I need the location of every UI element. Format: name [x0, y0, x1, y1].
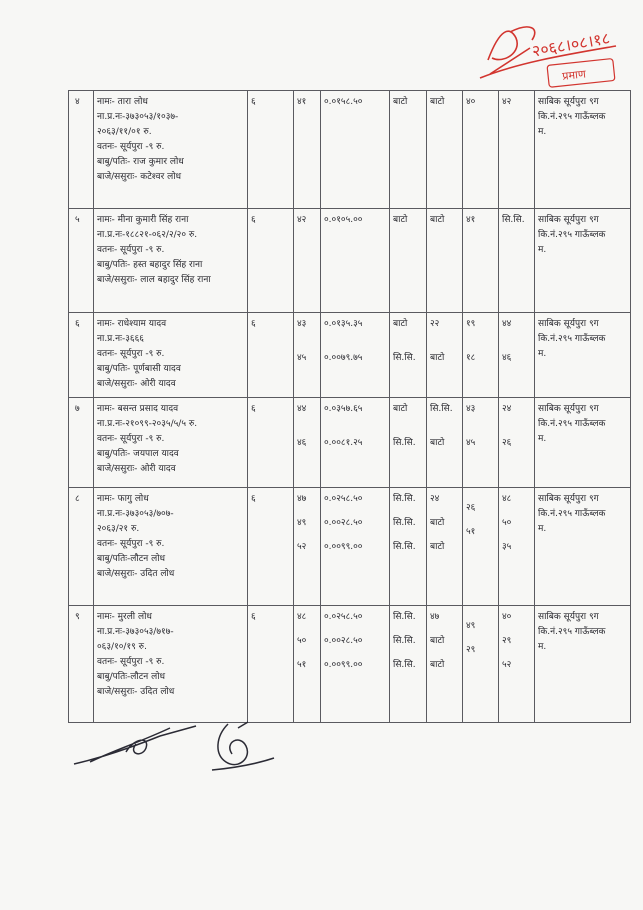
ward-number: ६ [251, 97, 256, 107]
boundary-east-cell [390, 313, 427, 398]
plot-area: ०.०२५८.५० [324, 612, 363, 622]
remark-line: साबिक सूर्यपुरा ९ग [538, 612, 599, 622]
stamp-date: २०६८।०८।१८ [530, 28, 612, 61]
boundary-east-cell [390, 606, 427, 723]
boundary-south: २४ [502, 404, 512, 414]
boundary-east: सि.सि. [393, 518, 416, 528]
plot-area: ०.०३५७.६५ [324, 404, 363, 414]
plot-area: ०.०१३५.३५ [324, 319, 363, 329]
boundary-south: ४२ [502, 97, 512, 107]
boundary-south-cell [499, 313, 535, 398]
boundary-south: २९ [502, 636, 512, 646]
boundary-west: बाटो [430, 660, 445, 670]
remark-line: म. [538, 524, 547, 534]
plot-number-cell [294, 606, 321, 723]
boundary-west: सि.सि. [430, 404, 453, 414]
owner-detail-line: वतनः- सूर्यपुरा -९ रु. [97, 142, 165, 152]
plot-number: ५२ [297, 542, 307, 552]
owner-detail-line: बाजे/ससुराः- लाल बहादुर सिंह राना [97, 275, 211, 285]
owner-detail-line: बाजे/ससुराः- उदित लोध [97, 687, 175, 697]
plot-area: ०.००२८.५० [324, 518, 363, 528]
table-body [69, 91, 631, 723]
owner-details-cell [94, 209, 248, 313]
boundary-east-cell [390, 488, 427, 606]
boundary-north: १९ [466, 319, 476, 329]
boundary-north-cell [463, 606, 499, 723]
owner-detail-line: बाजे/ससुराः- कटेश्वर लोध [97, 172, 182, 182]
boundary-south-cell [499, 91, 535, 209]
boundary-east: बाटो [393, 215, 408, 225]
ward-number: ६ [251, 612, 256, 622]
boundary-north-cell [463, 398, 499, 488]
owner-detail-line: बाजे/ससुराः- उदित लोध [97, 569, 175, 579]
boundary-north: ४३ [466, 404, 476, 414]
serial-number: ४ [75, 97, 80, 107]
plot-area-cell [321, 488, 390, 606]
signature-right [208, 718, 278, 778]
signature-left [70, 722, 200, 772]
boundary-north-cell [463, 313, 499, 398]
owner-detail-line: ०६३/१०/१९ रु. [97, 642, 147, 652]
boundary-east: सि.सि. [393, 612, 416, 622]
owner-detail-line: नामः- मीना कुमारी सिंह राना [97, 215, 189, 225]
boundary-south-cell [499, 488, 535, 606]
remarks-cell [535, 209, 631, 313]
owner-details-cell [94, 488, 248, 606]
owner-detail-line: वतनः- सूर्यपुरा -९ रु. [97, 539, 165, 549]
boundary-west: बाटो [430, 438, 445, 448]
remarks-cell [535, 91, 631, 209]
owner-detail-line: वतनः- सूर्यपुरा -९ रु. [97, 434, 165, 444]
owner-detail-line: वतनः- सूर्यपुरा -९ रु. [97, 349, 165, 359]
owner-detail-line: ना.प्र.नः-३६६६ [97, 334, 144, 344]
boundary-west: बाटो [430, 518, 445, 528]
owner-detail-line: नामः- फागु लोध [97, 494, 149, 504]
boundary-west: ४७ [430, 612, 440, 622]
boundary-south: ४६ [502, 353, 512, 363]
owner-detail-line: बाजे/ससुराः- ओरी यादव [97, 464, 176, 474]
plot-area: ०.००२८.५० [324, 636, 363, 646]
plot-area: ०.००९९.०० [324, 660, 363, 670]
boundary-south: ५२ [502, 660, 512, 670]
table-row [69, 209, 631, 313]
remark-line: म. [538, 127, 547, 137]
ward-number: ६ [251, 319, 256, 329]
owner-detail-line: बाबु/पतिः- पूर्णबासी यादव [97, 364, 181, 374]
boundary-east: सि.सि. [393, 353, 416, 363]
plot-number: ४३ [297, 319, 307, 329]
serial-number-cell [69, 488, 94, 606]
plot-number: ४२ [297, 215, 307, 225]
plot-number: ४६ [297, 438, 307, 448]
owner-details-cell [94, 91, 248, 209]
remark-line: साबिक सूर्यपुरा ९ग [538, 215, 599, 225]
plot-area: ०.०१५८.५० [324, 97, 363, 107]
remarks-cell [535, 313, 631, 398]
owner-details-cell [94, 606, 248, 723]
remark-line: म. [538, 349, 547, 359]
boundary-west: बाटो [430, 636, 445, 646]
owner-detail-line: वतनः- सूर्यपुरा -९ रु. [97, 245, 165, 255]
remark-line: साबिक सूर्यपुरा ९ग [538, 404, 599, 414]
serial-number: ८ [75, 494, 80, 504]
boundary-north: १८ [466, 353, 476, 363]
ward-number: ६ [251, 215, 256, 225]
boundary-west-cell [427, 91, 463, 209]
boundary-east-cell [390, 209, 427, 313]
plot-area: ०.००७९.७५ [324, 353, 363, 363]
plot-area-cell [321, 606, 390, 723]
plot-area-cell [321, 313, 390, 398]
boundary-east: सि.सि. [393, 660, 416, 670]
remark-line: कि.नं.२९५ गाऊँब्लक [538, 230, 606, 240]
owner-details-cell [94, 398, 248, 488]
boundary-north-cell [463, 209, 499, 313]
owner-detail-line: बाबु/पतिः-लौटन लोध [97, 672, 166, 682]
boundary-south-cell [499, 606, 535, 723]
boundary-east: सि.सि. [393, 636, 416, 646]
boundary-west-cell [427, 488, 463, 606]
owner-detail-line: ना.प्र.नः-३७३०५३/१०३७- [97, 112, 179, 122]
red-stamp-signature [470, 18, 620, 88]
plot-number: ४१ [297, 97, 307, 107]
plot-number: ५१ [297, 660, 307, 670]
remark-line: म. [538, 642, 547, 652]
serial-number-cell [69, 398, 94, 488]
boundary-east: सि.सि. [393, 542, 416, 552]
serial-number-cell [69, 209, 94, 313]
owner-detail-line: ना.प्र.नः-३७३०५३/७०७- [97, 509, 174, 519]
remarks-cell [535, 398, 631, 488]
plot-number-cell [294, 91, 321, 209]
serial-number-cell [69, 91, 94, 209]
remark-line: साबिक सूर्यपुरा ९ग [538, 494, 599, 504]
owner-detail-line: बाजे/ससुराः- ओरी यादव [97, 379, 176, 389]
plot-area: ०.००९९.०० [324, 542, 363, 552]
ward-cell [248, 91, 294, 209]
boundary-north-cell [463, 488, 499, 606]
ward-cell [248, 398, 294, 488]
owner-detail-line: ना.प्र.नः-२१०९९-२०३५/५/५ रु. [97, 419, 198, 429]
table-row [69, 606, 631, 723]
plot-number: ४५ [297, 353, 307, 363]
ward-number: ६ [251, 404, 256, 414]
serial-number: ९ [75, 612, 80, 622]
boundary-west: २२ [430, 319, 440, 329]
boundary-north: ४१ [466, 215, 476, 225]
remark-line: साबिक सूर्यपुरा ९ग [538, 97, 599, 107]
owner-detail-line: बाबु/पतिः- राज कुमार लोध [97, 157, 184, 167]
owner-detail-line: २०६३/११/०१ रु. [97, 127, 152, 137]
plot-number-cell [294, 209, 321, 313]
boundary-south: ४४ [502, 319, 512, 329]
plot-number: ४७ [297, 494, 307, 504]
boundary-south: ४८ [502, 494, 512, 504]
serial-number: ५ [75, 215, 80, 225]
owner-detail-line: ना.प्र.नः-३७३०५३/७१७- [97, 627, 174, 637]
boundary-south: ५० [502, 518, 512, 528]
boundary-south-cell [499, 209, 535, 313]
remark-line: साबिक सूर्यपुरा ९ग [538, 319, 599, 329]
owner-detail-line: ना.प्र.नः-१८८२१-०६२/२/२० रु. [97, 230, 198, 240]
boundary-west: बाटो [430, 97, 445, 107]
boundary-west: बाटो [430, 215, 445, 225]
owner-detail-line: नामः- बसन्त प्रसाद यादव [97, 404, 179, 414]
table-row [69, 398, 631, 488]
table-row [69, 91, 631, 209]
boundary-east: बाटो [393, 404, 408, 414]
boundary-north: ४५ [466, 438, 476, 448]
boundary-west-cell [427, 398, 463, 488]
boundary-north: ५१ [466, 527, 476, 537]
owner-detail-line: नामः- राधेश्याम यादव [97, 319, 167, 329]
ward-cell [248, 606, 294, 723]
ward-number: ६ [251, 494, 256, 504]
remarks-cell [535, 606, 631, 723]
ward-cell [248, 209, 294, 313]
plot-number: ४९ [297, 518, 307, 528]
boundary-west-cell [427, 606, 463, 723]
remark-line: कि.नं.२९५ गाऊँब्लक [538, 419, 606, 429]
remark-line: कि.नं.२९५ गाऊँब्लक [538, 334, 606, 344]
plot-number: ४८ [297, 612, 307, 622]
stamp-label: प्रमाण [561, 67, 587, 83]
plot-number-cell [294, 488, 321, 606]
boundary-east: सि.सि. [393, 494, 416, 504]
boundary-north: २९ [466, 645, 476, 655]
plot-area-cell [321, 91, 390, 209]
boundary-south: सि.सि. [502, 215, 525, 225]
boundary-east: बाटो [393, 319, 408, 329]
owner-detail-line: नामः- तारा लोध [97, 97, 148, 107]
plot-number-cell [294, 313, 321, 398]
land-record-table [68, 90, 631, 723]
boundary-east: बाटो [393, 97, 408, 107]
owner-detail-line: बाबु/पतिः- हस्त बहादुर सिंह राना [97, 260, 203, 270]
serial-number-cell [69, 313, 94, 398]
remarks-cell [535, 488, 631, 606]
serial-number: ७ [75, 404, 80, 414]
boundary-west: २४ [430, 494, 440, 504]
plot-number: ५० [297, 636, 307, 646]
remark-line: म. [538, 434, 547, 444]
plot-area-cell [321, 209, 390, 313]
boundary-north: ४९ [466, 621, 476, 631]
plot-area: ०.००८१.२५ [324, 438, 363, 448]
remark-line: म. [538, 245, 547, 255]
ward-cell [248, 488, 294, 606]
boundary-west: बाटो [430, 542, 445, 552]
plot-area-cell [321, 398, 390, 488]
serial-number-cell [69, 606, 94, 723]
boundary-south: ३५ [502, 542, 512, 552]
boundary-north: ४० [466, 97, 476, 107]
owner-detail-line: २०६३/२१ रु. [97, 524, 140, 534]
boundary-south: २६ [502, 438, 512, 448]
plot-area: ०.०२५८.५० [324, 494, 363, 504]
plot-area: ०.०१०५.०० [324, 215, 363, 225]
boundary-south-cell [499, 398, 535, 488]
remark-line: कि.नं.२९५ गाऊँब्लक [538, 509, 606, 519]
table-row [69, 313, 631, 398]
boundary-north-cell [463, 91, 499, 209]
owner-detail-line: नामः- मुरली लोध [97, 612, 152, 622]
remark-line: कि.नं.२९५ गाऊँब्लक [538, 627, 606, 637]
remark-line: कि.नं.२९५ गाऊँब्लक [538, 112, 606, 122]
ward-cell [248, 313, 294, 398]
plot-number: ४४ [297, 404, 307, 414]
plot-number-cell [294, 398, 321, 488]
owner-detail-line: वतनः- सूर्यपुरा -९ रु. [97, 657, 165, 667]
serial-number: ६ [75, 319, 80, 329]
owner-detail-line: बाबु/पतिः- जयपाल यादव [97, 449, 179, 459]
boundary-north: २६ [466, 503, 476, 513]
table-row [69, 488, 631, 606]
owner-detail-line: बाबु/पतिः-लौटन लोध [97, 554, 166, 564]
boundary-east: सि.सि. [393, 438, 416, 448]
boundary-west-cell [427, 209, 463, 313]
boundary-east-cell [390, 398, 427, 488]
boundary-east-cell [390, 91, 427, 209]
boundary-west: बाटो [430, 353, 445, 363]
owner-details-cell [94, 313, 248, 398]
boundary-west-cell [427, 313, 463, 398]
boundary-south: ४० [502, 612, 512, 622]
